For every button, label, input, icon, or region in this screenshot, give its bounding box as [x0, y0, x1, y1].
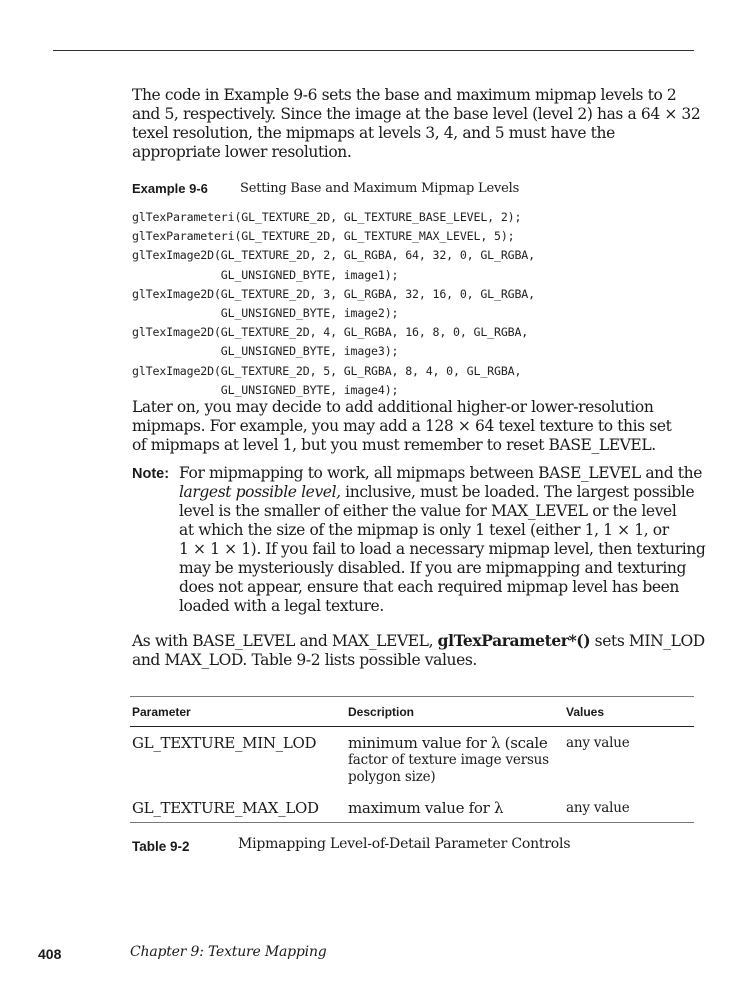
cell-parameter: GL_TEXTURE_MAX_LOD: [132, 799, 319, 817]
code-line: glTexParameteri(GL_TEXTURE_2D, GL_TEXTURE_BASE_LEVEL, 2);: [132, 210, 522, 224]
text-line: [132, 631, 704, 651]
page-footer: [38, 944, 327, 963]
column-header-description: Description: [348, 705, 415, 719]
chapter-title: Chapter 9: Texture Mapping: [130, 944, 327, 960]
text-line: Later on, you may decide to add additional higher-or lower-resolution: [132, 398, 654, 416]
table-caption: [132, 836, 571, 855]
text-line: mipmaps. For example, you may add a 128 × 64 texel texture to this set: [132, 417, 672, 435]
caption-label: Table 9-2: [132, 839, 190, 854]
cell-description-cont: factor of texture image versus: [348, 752, 549, 768]
text-line: may be mysteriously disabled. If you are mipmapping and texturing: [179, 559, 687, 577]
cell-values: any value: [566, 800, 630, 816]
text-line: 1 × 1 × 1). If you fail to load a necessary mipmap level, then texturing: [179, 540, 706, 558]
code-line: GL_UNSIGNED_BYTE, image3);: [132, 344, 399, 359]
text-line: The code in Example 9-6 sets the base and maximum mipmap levels to 2: [132, 86, 677, 104]
cell-description-cont: polygon size): [348, 769, 436, 785]
note-label: Note:: [132, 466, 170, 482]
text-line: does not appear, ensure that each required mipmap level has been: [179, 578, 679, 596]
text-line: For mipmapping to work, all mipmaps between BASE_LEVEL and the: [179, 464, 702, 482]
code-listing: [132, 208, 535, 400]
text-line: and MAX_LOD. Table 9-2 lists possible values.: [132, 651, 477, 669]
column-header-values: Values: [566, 705, 605, 719]
code-line: GL_UNSIGNED_BYTE, image4);: [132, 382, 399, 397]
code-line: glTexImage2D(GL_TEXTURE_2D, 4, GL_RGBA, 16, 8, 0, GL_RGBA,: [132, 325, 529, 340]
note-body: [179, 464, 709, 616]
example-label: Example 9-6: [132, 181, 208, 196]
table-top-rule: [130, 696, 694, 697]
code-line: glTexImage2D(GL_TEXTURE_2D, 2, GL_RGBA, 64, 32, 0, GL_RGBA,: [132, 248, 535, 263]
code-line: GL_UNSIGNED_BYTE, image2);: [132, 306, 399, 321]
text-line: texel resolution, the mipmaps at levels 3, 4, and 5 must have the: [132, 124, 615, 142]
caption-title: Mipmapping Level-of-Detail Parameter Controls: [238, 836, 571, 852]
example-title: Setting Base and Maximum Mipmap Levels: [240, 181, 520, 196]
lod-paragraph: [132, 631, 704, 670]
text-line: level is the smaller of either the value for MAX_LEVEL or the level: [179, 502, 677, 520]
function-name: glTexParameter*(): [437, 631, 591, 650]
page-number: 408: [38, 946, 62, 962]
cell-description: minimum value for λ (scale: [348, 734, 548, 752]
italic-phrase: largest possible level,: [179, 483, 341, 501]
example-heading: [132, 181, 520, 197]
text-line: appropriate lower resolution.: [132, 143, 352, 161]
text-line: and 5, respectively. Since the image at the base level (level 2) has a 64 × 32: [132, 105, 701, 123]
cell-description: maximum value for λ: [348, 799, 504, 817]
code-line: glTexImage2D(GL_TEXTURE_2D, 3, GL_RGBA, 32, 16, 0, GL_RGBA,: [132, 286, 535, 301]
text-run: sets MIN_LOD: [590, 632, 705, 650]
text-run: inclusive, must be loaded. The largest possible: [340, 483, 695, 501]
later-paragraph: [132, 398, 704, 455]
text-line: of mipmaps at level 1, but you must remember to reset BASE_LEVEL.: [132, 436, 656, 454]
header-rule: [53, 50, 694, 51]
cell-values: any value: [566, 735, 630, 751]
code-line: glTexParameteri(GL_TEXTURE_2D, GL_TEXTURE_MAX_LEVEL, 5);: [132, 229, 515, 244]
text-run: As with BASE_LEVEL and MAX_LEVEL,: [132, 632, 438, 650]
text-line: at which the size of the mipmap is only 1 texel (either 1, 1 × 1, or: [179, 521, 669, 539]
table-bottom-rule: [130, 822, 694, 823]
text-line: loaded with a legal texture.: [179, 597, 384, 615]
code-line: glTexImage2D(GL_TEXTURE_2D, 5, GL_RGBA, 8, 4, 0, GL_RGBA,: [132, 363, 522, 378]
code-line: GL_UNSIGNED_BYTE, image1);: [132, 267, 399, 282]
table-header-rule: [130, 726, 694, 727]
column-header-parameter: Parameter: [132, 705, 191, 719]
cell-parameter: GL_TEXTURE_MIN_LOD: [132, 734, 317, 752]
text-line: [179, 483, 709, 502]
intro-paragraph: [132, 86, 704, 162]
